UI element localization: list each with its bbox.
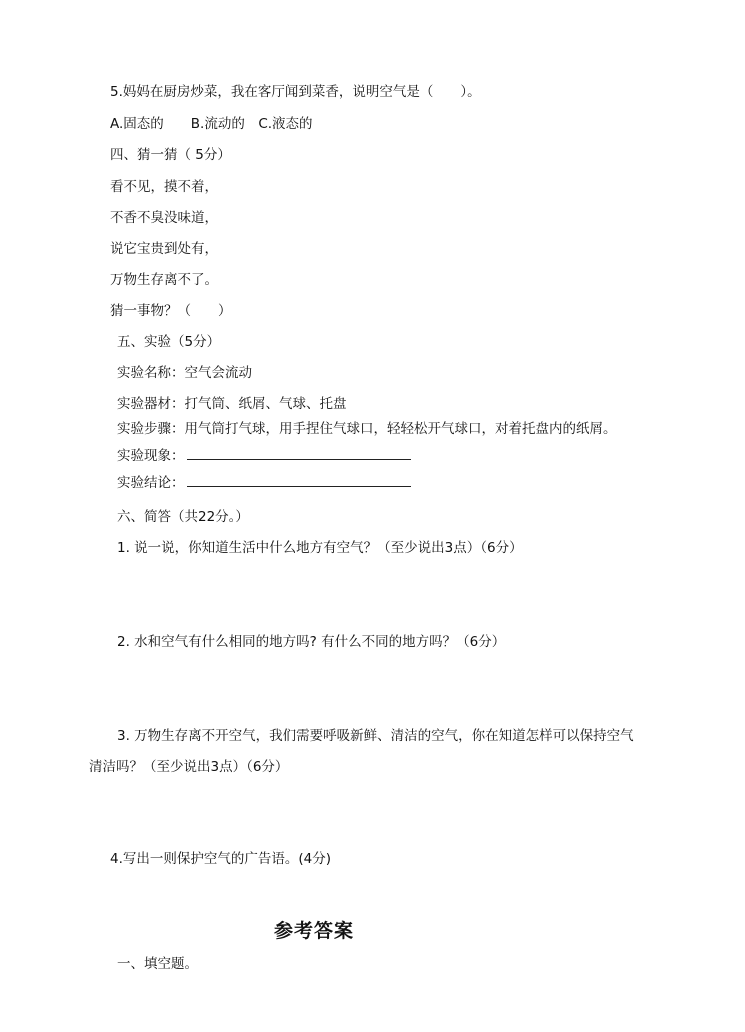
experiment-conclusion [117,474,411,492]
riddle-line-4: 万物生存离不了。 [110,272,218,288]
short-answer-1: 1. 说一说，你知道生活中什么地方有空气？（至少说出3点）（6分） [117,540,523,556]
answer-key-title: 参考答案 [274,920,355,942]
section-4-heading: 四、猜一猜（ 5分） [110,147,231,163]
conclusion-answer-blank[interactable] [187,474,411,487]
short-answer-4: 4.写出一则保护空气的广告语。(4分) [110,851,332,867]
section-5-heading: 五、实验（5分） [117,334,221,350]
question-5-options: A.固态的 B.流动的 C.液态的 [110,116,313,132]
experiment-steps: 实验步骤：用气筒打气球，用手捏住气球口，轻轻松开气球口，对着托盘内的纸屑。 [117,421,617,437]
experiment-phenomenon [117,447,411,465]
question-5-text: 5.妈妈在厨房炒菜，我在客厅闻到菜香，说明空气是（ ）。 [110,84,481,100]
experiment-phenomenon-label: 实验现象： [117,448,185,464]
riddle-line-3: 说它宝贵到处有， [110,241,218,257]
experiment-name: 实验名称：空气会流动 [117,365,252,381]
experiment-conclusion-label: 实验结论： [117,475,185,491]
short-answer-3-line-1: 3. 万物生存离不开空气，我们需要呼吸新鲜、清洁的空气，你在知道怎样可以保持空气 [117,728,634,744]
phenomenon-answer-blank[interactable] [187,447,411,460]
riddle-question: 猜一事物？（ ） [110,303,232,319]
short-answer-2: 2. 水和空气有什么相同的地方吗? 有什么不同的地方吗？（6分） [117,634,506,650]
riddle-line-1: 看不见，摸不着， [110,179,218,195]
answer-section-1-heading: 一、填空题。 [117,956,198,972]
section-6-heading: 六、简答（共22分。） [117,509,249,525]
experiment-materials: 实验器材：打气筒、纸屑、气球、托盘 [117,396,347,412]
short-answer-3-line-2: 清洁吗？（至少说出3点）（6分） [89,759,289,775]
riddle-line-2: 不香不臭没味道， [110,210,218,226]
